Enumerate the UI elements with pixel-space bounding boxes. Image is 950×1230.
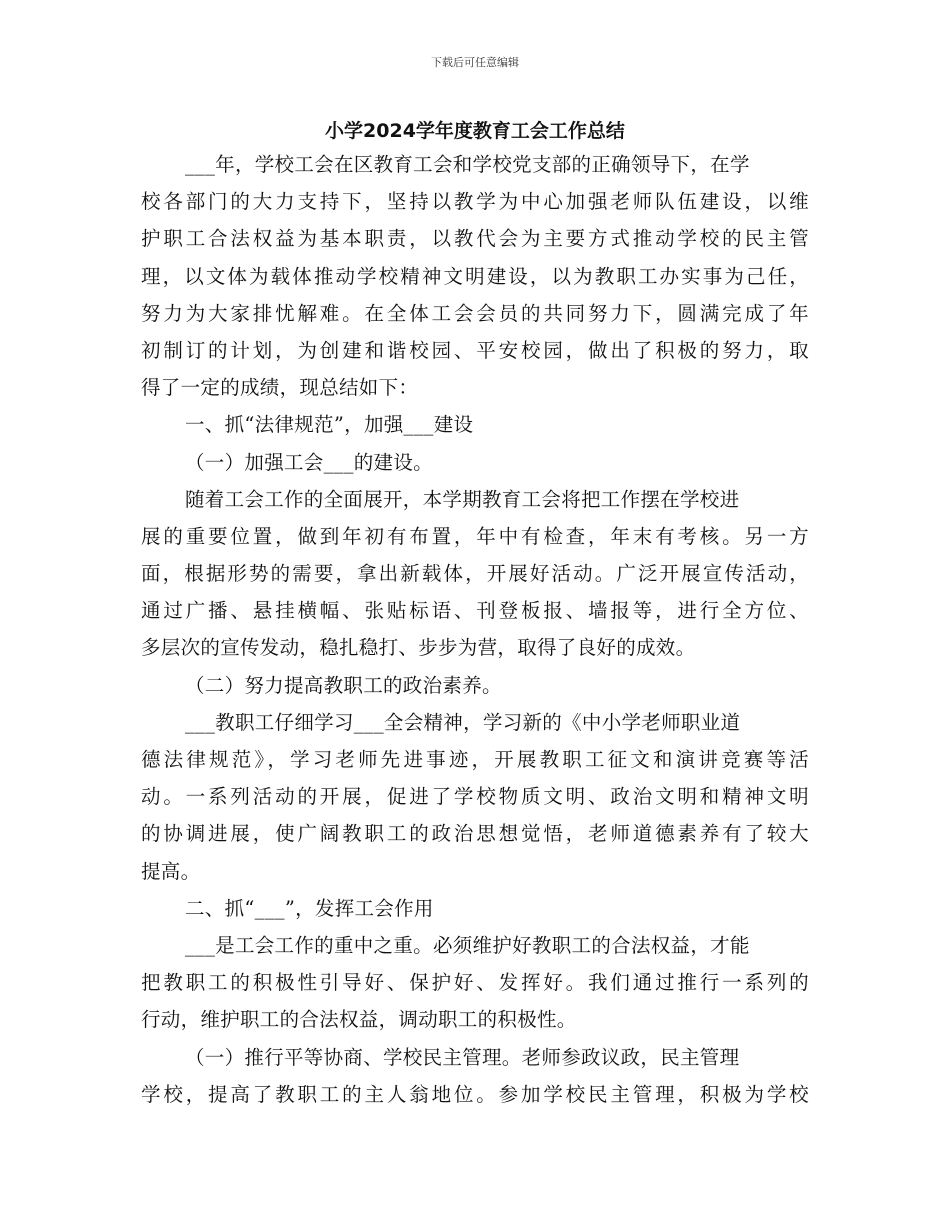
paragraph-line: 面，根据形势的需要，拿出新载体，开展好活动。广泛开展宣传活动， xyxy=(141,562,809,586)
paragraph-line: 理，以文体为载体推动学校精神文明建设，以为教职工办实事为己任， xyxy=(141,264,809,288)
paragraph-line: 随着工会工作的全面展开，本学期教育工会将把工作摆在学校进 xyxy=(185,487,740,511)
paragraph-line: 初制订的计划，为创建和谐校园、平安校园，做出了积极的努力，取 xyxy=(141,338,809,362)
paragraph-line: 德法律规范》，学习老师先进事迹，开展教职工征文和演讲竞赛等活 xyxy=(141,748,809,771)
paragraph-line: ___教职工仔细学习___全会精神，学习新的《中小学老师职业道 xyxy=(185,710,741,734)
paragraph-line: 得了一定的成绩，现总结如下： xyxy=(141,376,419,400)
paragraph-line: （一）推行平等协商、学校民主管理。老师参政议政，民主管理 xyxy=(185,1045,740,1069)
section-heading: 一、抓“法律规范”，加强___建设 xyxy=(185,413,474,437)
paragraph-line: 校各部门的大力支持下，坚持以教学为中心加强老师队伍建设，以维 xyxy=(141,190,809,214)
paragraph-line: 多层次的宣传发动，稳扎稳打、步步为营，取得了良好的成效。 xyxy=(141,636,696,660)
paragraph-line: 努力为大家排忧解难。在全体工会会员的共同努力下，圆满完成了年 xyxy=(141,301,809,325)
header-note: 下载后可任意编辑 xyxy=(431,56,519,69)
document-body xyxy=(141,146,809,1113)
paragraph-line: 行动，维护职工的合法权益，调动职工的积极性。 xyxy=(141,1008,577,1032)
paragraph-line: 护职工合法权益为基本职责，以教代会为主要方式推动学校的民主管 xyxy=(141,227,809,251)
paragraph-line: ___年，学校工会在区教育工会和学校党支部的正确领导下，在学 xyxy=(185,153,750,176)
section-heading: 二、抓“___”，发挥工会作用 xyxy=(185,896,434,920)
subsection-heading: （一）加强工会___的建设。 xyxy=(185,450,433,474)
subsection-heading: （二）努力提高教职工的政治素养。 xyxy=(185,673,502,697)
paragraph-line: 的协调进展，使广阔教职工的政治思想觉悟，老师道德素养有了较大 xyxy=(141,822,809,846)
paragraph-line: 学校，提高了教职工的主人翁地位。参加学校民主管理，积极为学校 xyxy=(141,1082,809,1106)
paragraph-line: 动。一系列活动的开展，促进了学校物质文明、政治文明和精神文明 xyxy=(141,785,809,809)
document-title: 小学2024学年度教育工会工作总结 xyxy=(325,120,625,142)
paragraph-line: 通过广播、悬挂横幅、张贴标语、刊登板报、墙报等，进行全方位、 xyxy=(141,599,809,623)
paragraph-line: ___是工会工作的重中之重。必须维护好教职工的合法权益，才能 xyxy=(185,933,750,957)
paragraph-line: 展的重要位置，做到年初有布置，年中有检查，年末有考核。另一方 xyxy=(141,524,809,548)
paragraph-line: 提高。 xyxy=(141,859,201,883)
paragraph-line: 把教职工的积极性引导好、保护好、发挥好。我们通过推行一系列的 xyxy=(141,971,809,995)
